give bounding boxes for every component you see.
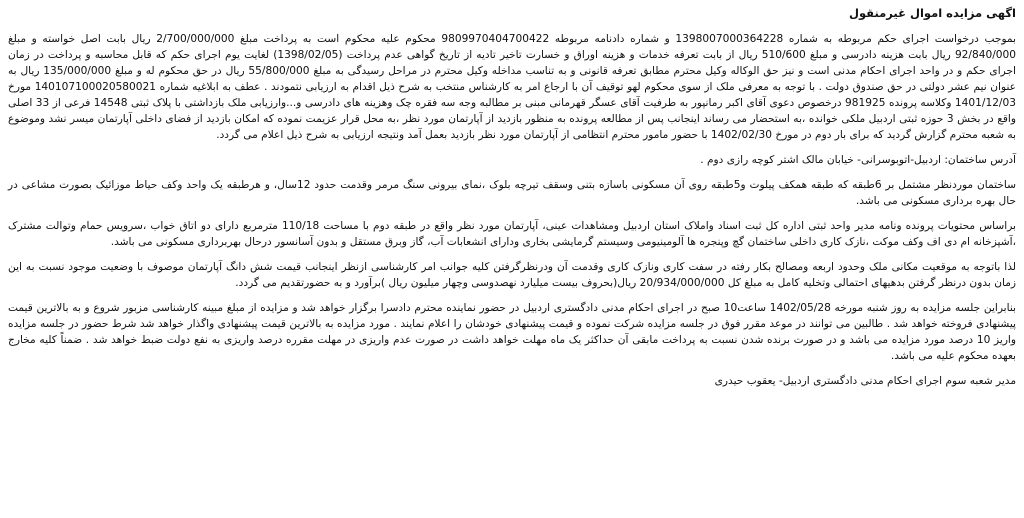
paragraph-building-description: ساختمان موردنظر مشتمل بر 6طبقه که طبقه همکف پیلوت و5طبقه روی آن مسکونی باسازه بتنی وسقف تیرچه بلوک ،نمای بیرونی سنگ مرمر وقدمت حدود 12سال، و هرطبقه یک واحد وکف حیاط موزائیک بصورت مشاعی در حال بهره برداری مسکونی می باشد. (8, 179, 1016, 207)
paragraph-apartment-details: براساس محتویات پرونده ونامه مدیر واحد ثبتی اداره کل ثبت اسناد واملاک استان اردبیل ومشاهدات عینی، آپارتمان مورد نظر واقع در طبقه دوم با مساحت 110/18 مترمربع دارای دو اتاق خواب ،سرویس حمام وتوالت مشترک ،آشپزخانه ام دی اف وکف موکت ،نازک کاری داخلی ساختمان گچ وپنجره ها آلومینیومی وسیستم گرمایشی بخاری ودارای انشعابات آب، گاز وبرق مستقل و بدون آسانسور درحال بهربرداری مسکونی می باشد. (8, 220, 1016, 248)
signature-line: مدیر شعبه سوم اجرای احکام مدنی دادگستری اردبیل- یعقوب حیدری (714, 375, 1016, 387)
paragraph-building-address: آدرس ساختمان: اردبیل-اتوبوسرانی- خیابان مالک اشتر کوچه رازی دوم . (700, 154, 1016, 166)
paragraph-auction-terms: بنابراین جلسه مزایده به روز شنبه مورخه 1402/05/28 ساعت10 صبح در اجرای احکام مدنی دادگستری اردبیل در حضور نماینده محترم دادسرا برگزار خواهد شد و مزایده از مبلغ مبینه کارشناسی مزبور شروع و به بالاترین قیمت پیشنهادی فروخته خواهد شد . طالبین می توانند در موعد مقرر فوق در جلسه مزایده شرکت نموده و قیمت پیشنهادی خودشان را اعلام نمایند . مورد مزایده به بالاترین قیمت پیشنهادی واگذار خواهد شد شرط حضور در جلسه مزایده واریز 10 درصد مورد مزایده می باشد و در صورت برنده شدن نسبت به پرداخت مابقی آن حداکثر یک ماه مهلت خواهد داشت در صورت عدم واریزی در مهلت مقرره درصد واریزی به نفع دولت ضبط خواهد شد . ضمناً کلیه مخارج بعهده محکوم علیه می باشد. (8, 302, 1017, 362)
notice-title: اگهی مزایده اموال غیرمنقول (848, 6, 1016, 20)
paragraph-valuation: لذا باتوجه به موقعیت مکانی ملک وحدود اربعه ومصالح بکار رفته در سفت کاری ونازک کاری وقدمت آن ودرنظرگرفتن کلیه جوانب امر کارشناسی ازنظر اینجانب قیمت شش دانگ آپارتمان موصوف با وضعیت موجود نسبت به این زمان بدون درنظر گرفتن بدهیهای احتمالی وتخلیه کامل به مبلغ کل 20/934/000/000 ریال(بحروف بیست میلیارد نهصدوسی وچهار میلیون ریال )برآورد و به حضورتقدیم می گردد. (8, 261, 1016, 289)
paragraph-court-order: بموجب درخواست اجرای حکم مربوطه به شماره 1398007000364228 و شماره دادنامه مربوطه 9809970404700422 محکوم علیه محکوم است به پرداخت مبلغ 2/700/000/000 ریال بابت اصل خواسته و مبلغ 92/840/000 ریال بابت هزینه دادرسی و مبلغ 510/600 ریال از بابت تعرفه خدمات و هزینه اوراق و خسارت تاخیر تادیه از تاریخ گواهی عدم پرداخت (1398/02/05) لغایت یوم اجرای حکم که قابل محاسبه و پرداخت در زمان اجرای حکم و در واحد اجرای احکام مدنی است و نیز حق الوکاله وکیل محترم مطابق تعرفه قانونی و به تناسب مداخله وکیل محترم در مراحل رسیدگی به مبلغ 55/800/000 ریال در حق محکوم له و مبلغ 135/000/000 ریال به عنوان نیم عشر دولتی در حق صندوق دولت . با توجه به معرفی ملک از سوی محکوم لهو توقیف آن با ارجاع امر به کارشناس منتخب به شرح ذیل اقدام به ارزیابی نتمودند . عطف به ابلاغیه شماره 140107100020580021 مورخ 1401/12/03 وکلاسه پرونده 981925 درخصوص دعوی آقای اکبر رمانپور به طرفیت آقای عسگر قهرمانی مبنی بر مطالبه وجه سه فقره چک وهزینه های دادرسی و...وارزیابی ملک بازداشتی با پلاک ثبتی 14548 فرعی از 33 اصلی واقع در بخش 3 حوزه ثبتی اردبیل ملکی خوانده ،به استحضار می رساند اینجانب پس از مطالعه پرونده به منظور بازدید از آپارتمان مورد نظر ،به محل قرار عزیمت نموده که امکان بازدید از فضای داخلی آپارتمان میسر نشد وموضوع به شعبه محترم گزارش گردید که برای بار دوم در مورخ 1402/02/30 با حضور مامور محترم انتظامی از آپارتمان مورد نظر بازدید بعمل آمد ونتیجه ارزیابی به شرح ذیل اعلام می گردد. (8, 33, 1016, 141)
